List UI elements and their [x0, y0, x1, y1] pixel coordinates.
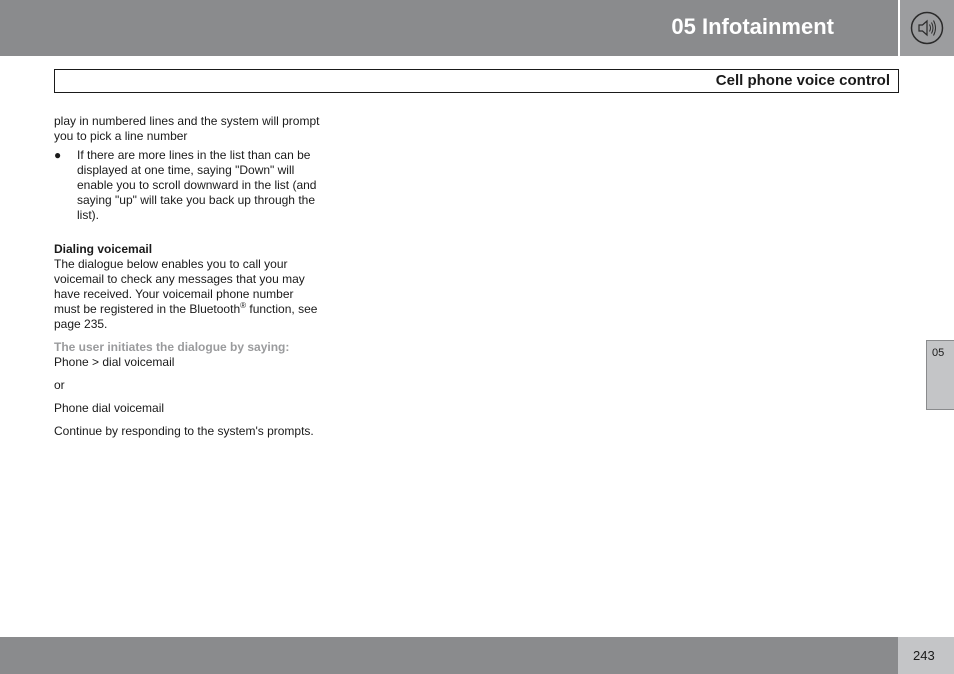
chapter-side-tab [926, 340, 954, 410]
main-content [54, 114, 322, 439]
list-item [54, 148, 322, 223]
body-paragraph [54, 257, 322, 332]
speaker-icon [910, 11, 944, 45]
footer-bar [0, 637, 898, 674]
section-title: Cell phone voice control [715, 72, 890, 89]
page-number-box [898, 637, 954, 674]
prompt-heading: The user initiates the dialogue by saying: [54, 340, 290, 354]
body-text: The dialogue below enables you to call your voicemail to check any messages that you may have received. Your voicemail phone number must be registered in the Bluetooth [54, 257, 305, 316]
registered-mark: ® [240, 301, 247, 310]
chapter-title: 05 Infotainment [671, 14, 834, 39]
voice-command-2: Phone dial voicemail [54, 401, 165, 415]
chapter-icon-box [900, 0, 954, 56]
header-bar [0, 0, 898, 56]
closing-paragraph: Continue by responding to the system's prompts. [54, 424, 314, 438]
section-heading: Dialing voicemail [54, 242, 153, 256]
section-header [54, 69, 899, 93]
bullet-dot: ● [54, 148, 62, 162]
continued-paragraph: play in numbered lines and the system will prompt you to pick a line number [54, 114, 320, 143]
page-number: 243 [913, 648, 935, 663]
or-text: or [54, 378, 65, 392]
body-text-end: function, see page 235. [54, 302, 318, 331]
side-tab-label: 05 [932, 347, 945, 359]
voice-command-1: Phone > dial voicemail [54, 355, 175, 369]
bullet-text: If there are more lines in the list than can be displayed at one time, saying "Down" will enable you to scroll downward in the list (and saying "up" will take you back up through the list). [77, 148, 317, 222]
